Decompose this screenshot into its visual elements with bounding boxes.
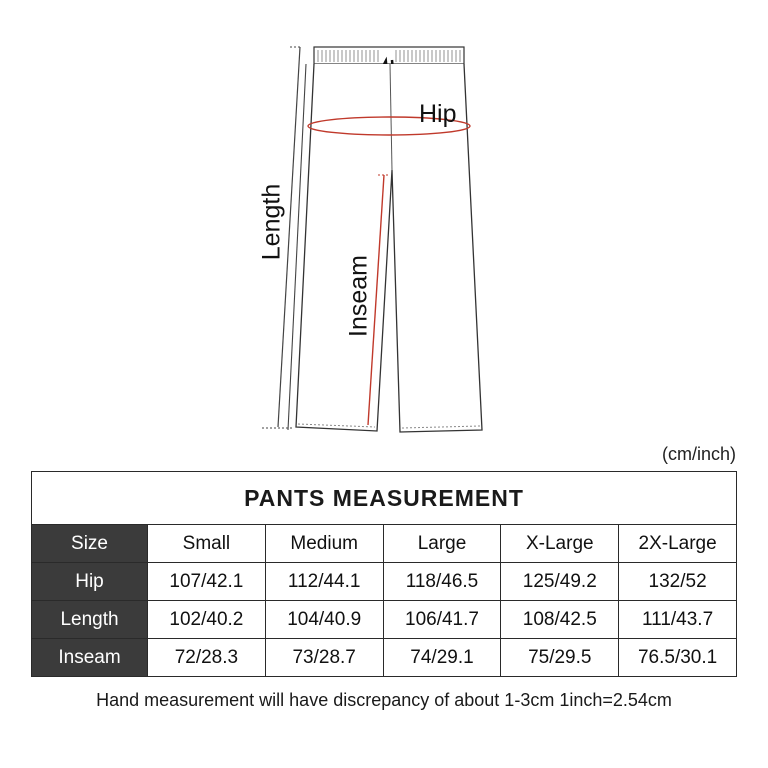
table-cell: 102/40.2 [148,601,266,639]
table-cell: 75/29.5 [501,639,619,677]
unit-note: (cm/inch) [661,444,736,464]
row-header-length: Length [32,601,148,639]
size-col-header: Medium [265,525,383,563]
length-label: Length [257,183,286,261]
measurement-footnote: Hand measurement will have discrepancy of about 1-3cm 1inch=2.54cm [96,690,672,710]
inseam-label: Inseam [344,255,373,337]
table-cell: 125/49.2 [501,563,619,601]
row-header-hip: Hip [32,563,148,601]
size-col-header: X-Large [501,525,619,563]
waistband [314,47,464,64]
table-cell: 73/28.7 [265,639,383,677]
hip-label: Hip [419,100,457,128]
size-col-header: Small [148,525,266,563]
table-cell: 132/52 [619,563,737,601]
table-cell: 107/42.1 [148,563,266,601]
table-cell: 106/41.7 [383,601,501,639]
size-header-cell: Size [32,525,148,563]
table-cell: 74/29.1 [383,639,501,677]
table-cell: 104/40.9 [265,601,383,639]
table-row [32,639,737,677]
table-title: PANTS MEASUREMENT [32,472,737,525]
table-cell: 72/28.3 [148,639,266,677]
table-header-row [32,525,737,563]
size-col-header: 2X-Large [619,525,737,563]
table-row [32,601,737,639]
table-cell: 112/44.1 [265,563,383,601]
row-header-inseam: Inseam [32,639,148,677]
size-table [31,471,737,677]
size-chart [31,471,737,677]
table-cell: 111/43.7 [619,601,737,639]
table-cell: 108/42.5 [501,601,619,639]
table-cell: 76.5/30.1 [619,639,737,677]
table-row [32,563,737,601]
table-cell: 118/46.5 [383,563,501,601]
size-col-header: Large [383,525,501,563]
